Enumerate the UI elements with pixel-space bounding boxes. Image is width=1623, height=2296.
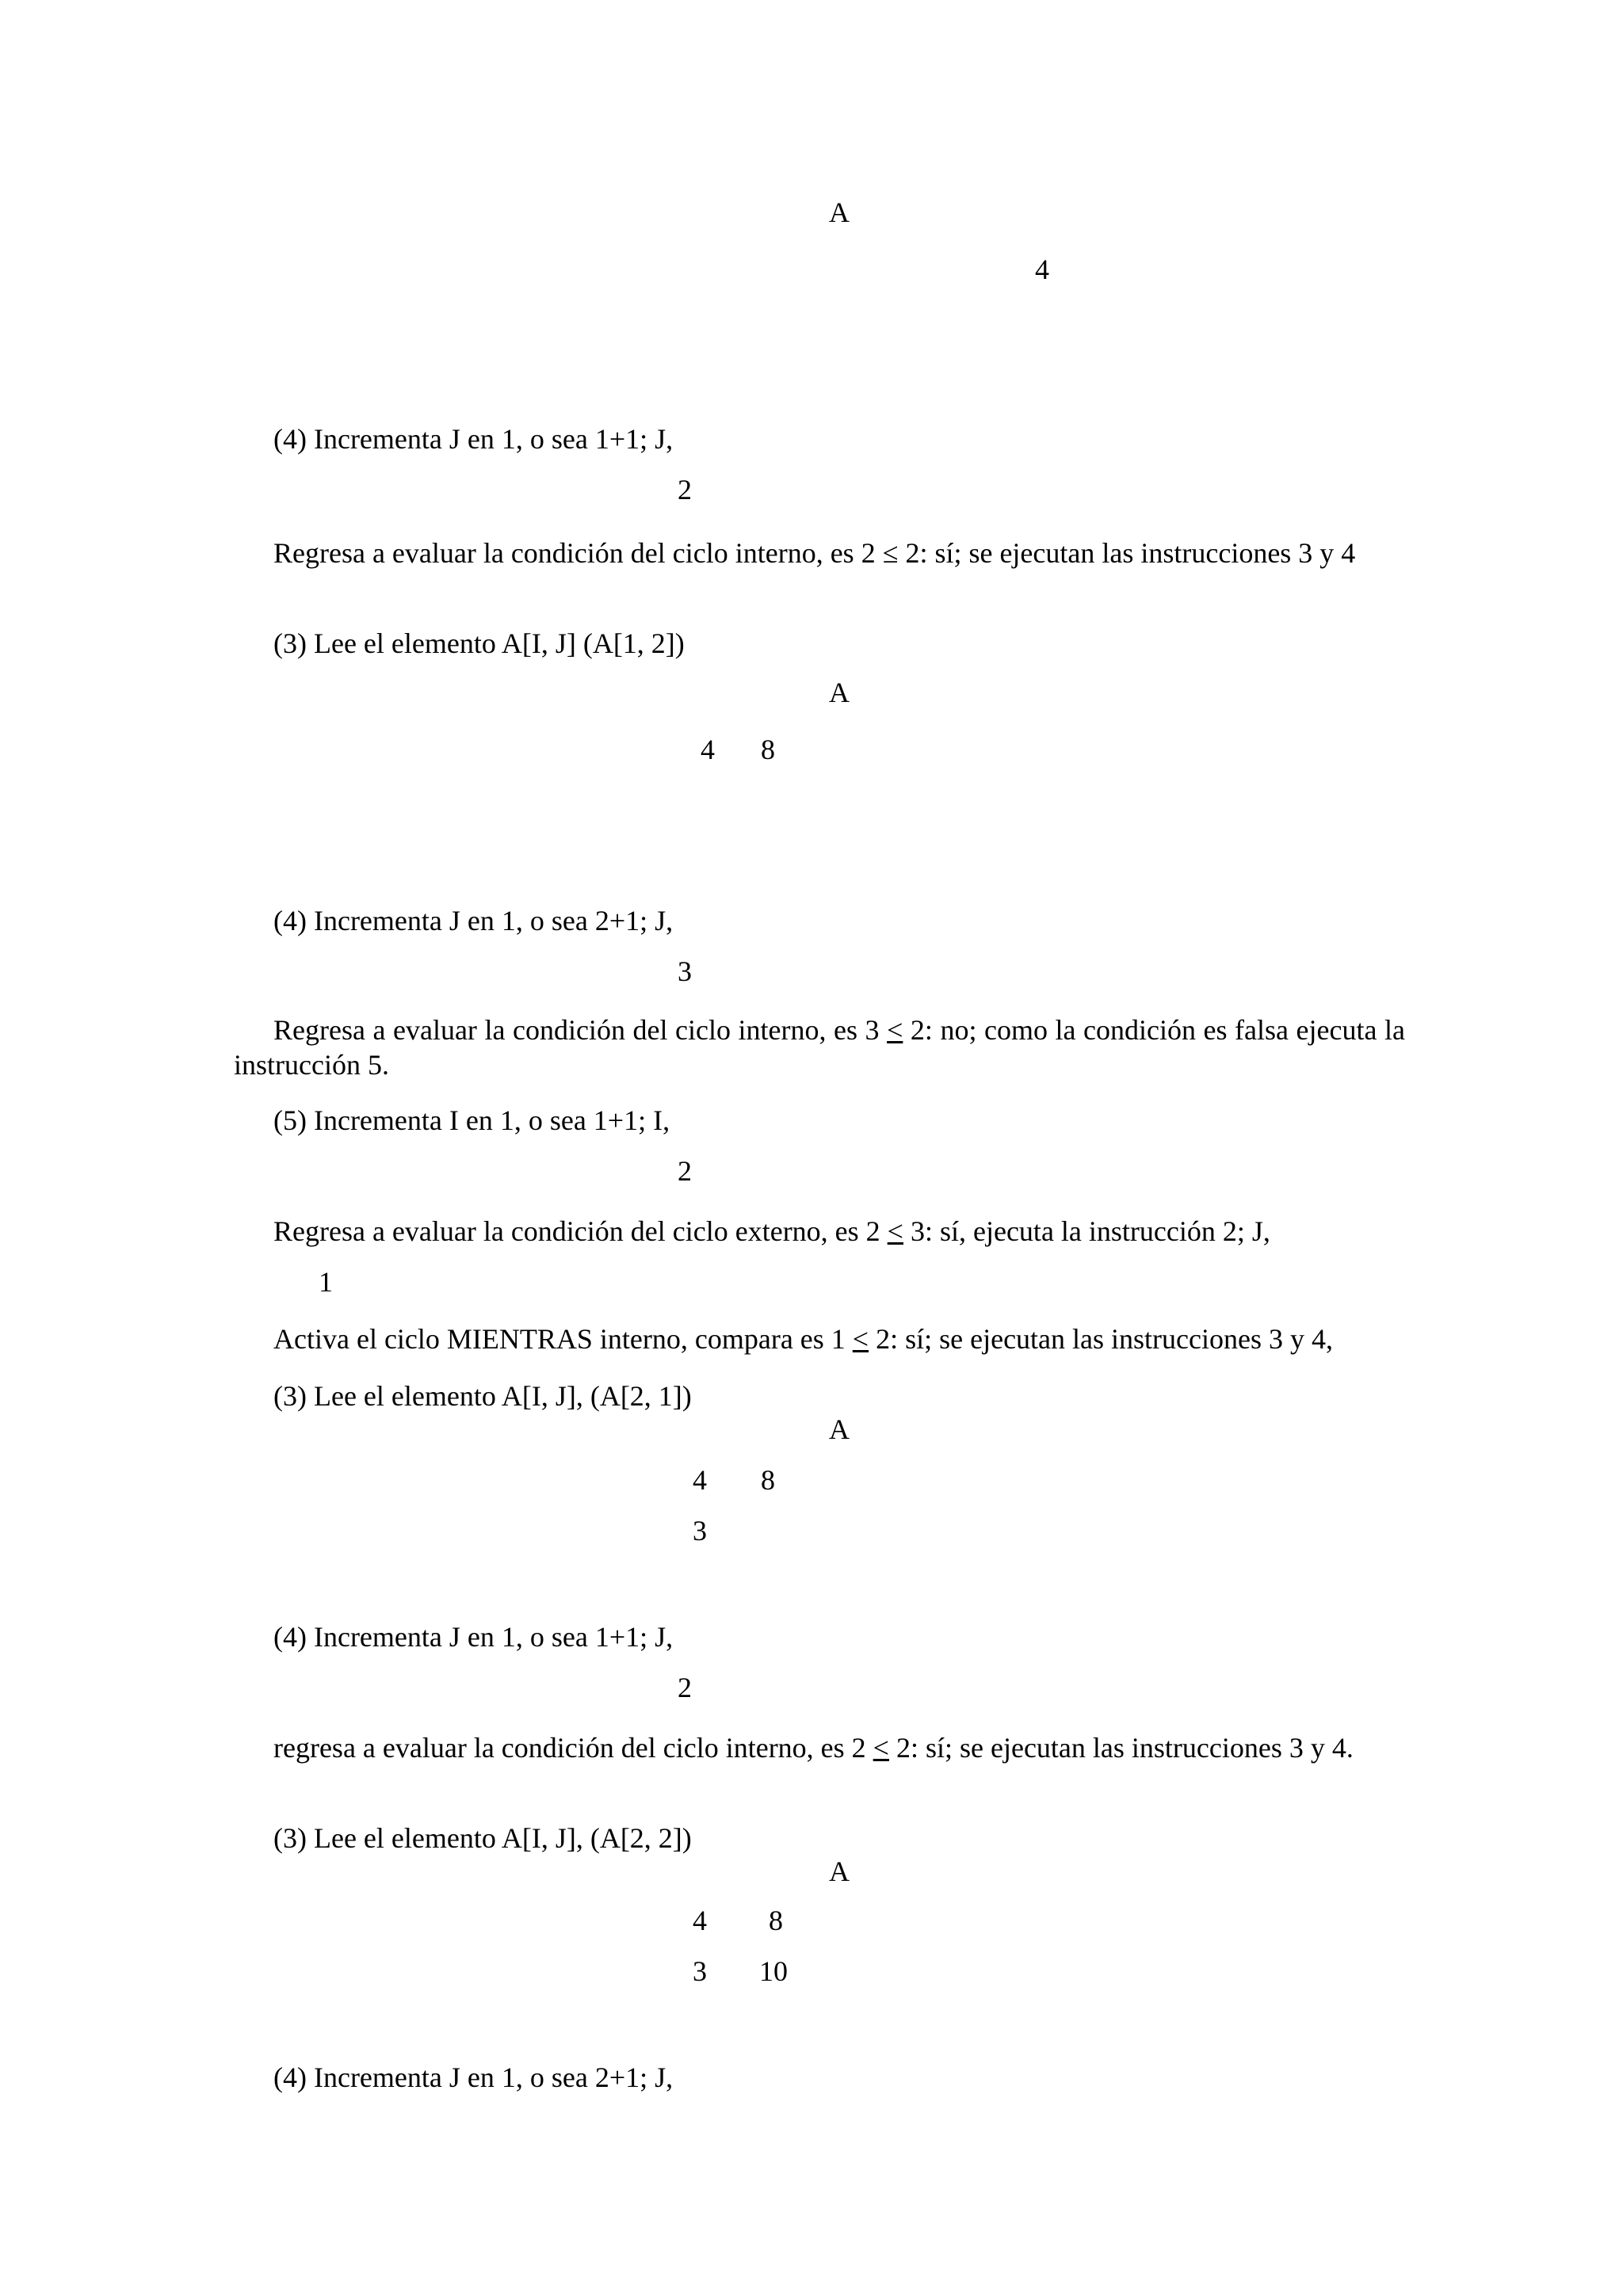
paragraph-text: 2: sí; se ejecutan las instrucciones 3 y 4.	[888, 1732, 1354, 1764]
matrix-label: A	[829, 1855, 850, 1887]
variable-value: 1	[319, 1266, 333, 1298]
paragraph	[234, 1013, 1405, 1082]
step-line: (3) Lee el elemento A[I, J] (A[1, 2])	[273, 627, 685, 659]
variable-value: 2	[678, 1672, 692, 1703]
matrix-label: A	[829, 196, 850, 228]
step-line: (4) Incrementa J en 1, o sea 1+1; J,	[273, 423, 674, 455]
matrix-cell: 4	[693, 1464, 707, 1496]
less-equal-symbol: <	[873, 1732, 889, 1764]
paragraph	[273, 1322, 1333, 1356]
step-line: (4) Incrementa J en 1, o sea 1+1; J,	[273, 1621, 674, 1653]
paragraph: Regresa a evaluar la condición del ciclo interno, es 2 ≤ 2: sí; se ejecutan las instrucciones 3 y 4	[273, 537, 1356, 569]
matrix-cell: 3	[693, 1955, 707, 1987]
matrix-cell: 4	[1035, 254, 1049, 285]
matrix-cell: 3	[693, 1515, 707, 1547]
matrix-cell: 8	[761, 1464, 775, 1496]
paragraph-text: Activa el ciclo MIENTRAS interno, compara es 1	[273, 1323, 853, 1355]
paragraph-text: regresa a evaluar la condición del ciclo interno, es 2	[273, 1732, 873, 1764]
paragraph-text: 3: sí, ejecuta la instrucción 2; J,	[903, 1215, 1270, 1247]
matrix-cell: 8	[761, 734, 775, 765]
matrix-cell: 4	[701, 734, 715, 765]
matrix-cell: 10	[759, 1955, 788, 1987]
matrix-cell: 4	[693, 1905, 707, 1936]
paragraph-text: Regresa a evaluar la condición del ciclo interno, es 3	[273, 1014, 888, 1046]
step-line: (4) Incrementa J en 1, o sea 2+1; J,	[273, 2061, 674, 2093]
matrix-cell: 8	[769, 1905, 783, 1936]
paragraph	[273, 1214, 1270, 1249]
less-equal-symbol: <	[887, 1014, 903, 1046]
less-equal-symbol: <	[887, 1215, 903, 1247]
variable-value: 2	[678, 474, 692, 505]
step-line: (5) Incrementa I en 1, o sea 1+1; I,	[273, 1104, 670, 1136]
variable-value: 3	[678, 955, 692, 987]
paragraph-text: Regresa a evaluar la condición del ciclo externo, es 2	[273, 1215, 888, 1247]
matrix-label: A	[829, 1413, 850, 1445]
matrix-label: A	[829, 677, 850, 708]
step-line: (3) Lee el elemento A[I, J], (A[2, 2])	[273, 1822, 692, 1854]
variable-value: 2	[678, 1155, 692, 1187]
paragraph	[234, 1730, 1405, 1765]
less-equal-symbol: <	[852, 1323, 869, 1355]
step-line: (3) Lee el elemento A[I, J], (A[2, 1])	[273, 1380, 692, 1412]
step-line: (4) Incrementa J en 1, o sea 2+1; J,	[273, 905, 674, 936]
paragraph-text: 2: no; como la condición es falsa ejecuta la instrucción 5.	[234, 1014, 1405, 1081]
paragraph-text: 2: sí; se ejecutan las instrucciones 3 y 4,	[869, 1323, 1333, 1355]
